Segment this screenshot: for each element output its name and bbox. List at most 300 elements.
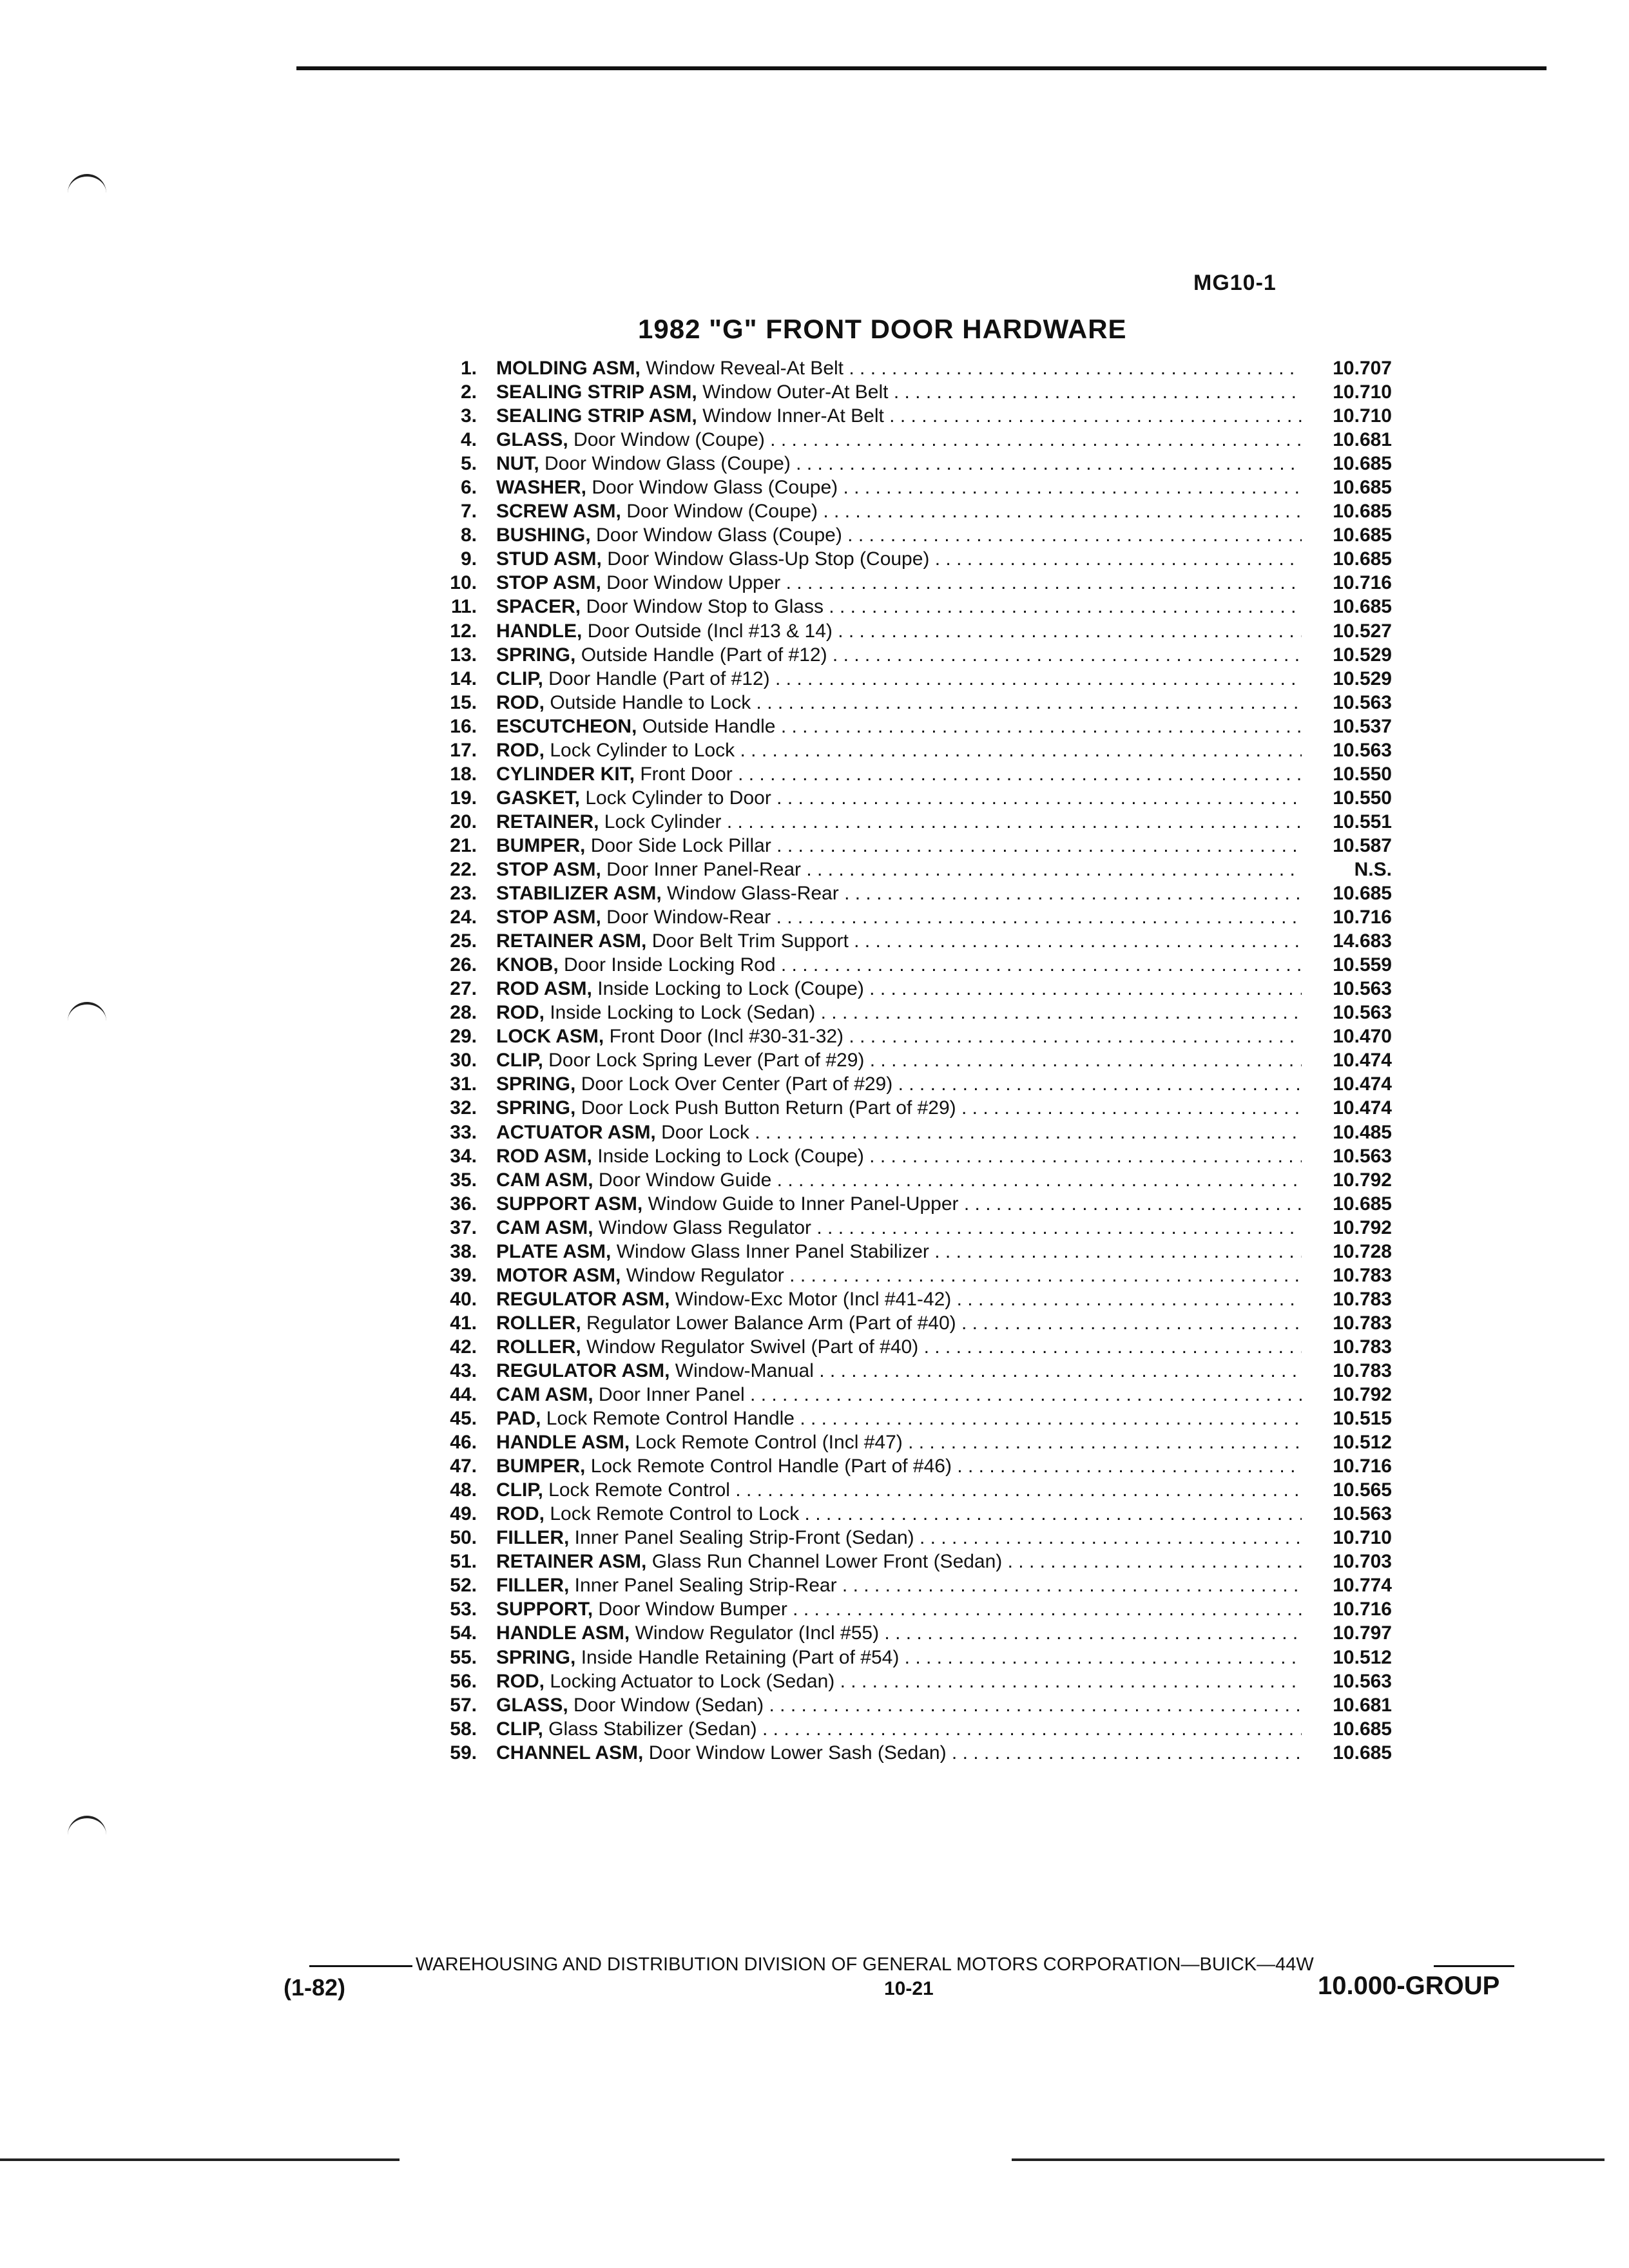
part-detail: Door Lock Push Button Return (Part of #29): [581, 1097, 956, 1119]
part-detail: Lock Remote Control (Incl #47): [635, 1432, 903, 1454]
part-description: [496, 1693, 1327, 1717]
group-number: 10.529: [1302, 643, 1392, 667]
part-name: HANDLE,: [496, 620, 583, 642]
group-number: 10.783: [1302, 1287, 1392, 1311]
group-number: 10.685: [1302, 452, 1392, 476]
part-detail: Inner Panel Sealing Strip-Rear: [574, 1575, 837, 1597]
part-detail: Door Window Glass-Up Stop (Coupe): [607, 548, 930, 570]
part-number: 50.: [450, 1527, 477, 1549]
part-description: [496, 1502, 1327, 1526]
part-name: SUPPORT ASM,: [496, 1193, 643, 1215]
part-row: [400, 1024, 1405, 1048]
part-name: HANDLE ASM,: [496, 1622, 630, 1644]
part-number: 39.: [450, 1264, 477, 1286]
part-detail: Outside Handle to Lock: [550, 691, 751, 713]
part-description: [496, 1383, 1327, 1407]
part-number: 27.: [450, 978, 477, 1000]
part-name: CLIP,: [496, 1718, 543, 1740]
group-number: 10.551: [1302, 810, 1392, 834]
part-detail: Front Door: [640, 763, 733, 785]
group-number: 14.683: [1302, 929, 1392, 953]
group-number: 10.685: [1302, 881, 1392, 905]
part-row: [400, 1072, 1405, 1096]
binder-hole-mark: [68, 1816, 106, 1838]
part-detail: Lock Remote Control to Lock: [550, 1503, 800, 1525]
part-description: [496, 356, 1327, 380]
part-detail: Window-Exc Motor (Incl #41-42): [675, 1288, 952, 1310]
part-row: [400, 619, 1405, 643]
group-number: 10.681: [1302, 1693, 1392, 1717]
part-detail: Door Inside Locking Rod: [564, 954, 776, 976]
part-name: SPACER,: [496, 596, 581, 618]
part-description: [496, 667, 1327, 691]
group-number: 10.716: [1302, 571, 1392, 595]
part-number: 44.: [450, 1384, 477, 1406]
part-description: [496, 1001, 1327, 1024]
part-detail: Window Reveal-At Belt: [646, 358, 844, 379]
part-row: [400, 571, 1405, 595]
part-number: 59.: [450, 1742, 477, 1763]
part-row: [400, 428, 1405, 452]
part-description: [496, 1669, 1327, 1693]
part-name: NUT,: [496, 453, 539, 475]
part-detail: Lock Remote Control Handle (Part of #46): [590, 1456, 952, 1477]
page-title: 1982 "G" FRONT DOOR HARDWARE: [638, 314, 1127, 344]
footer-rule-left: [309, 1965, 412, 1967]
part-number: 31.: [450, 1073, 477, 1095]
group-number: 10.774: [1302, 1573, 1392, 1597]
group-number: 10.515: [1302, 1407, 1392, 1430]
part-detail: Window Inner-At Belt: [702, 405, 884, 427]
part-description: [496, 786, 1327, 810]
group-number: 10.512: [1302, 1646, 1392, 1669]
part-name: ROD,: [496, 1670, 545, 1692]
part-name: CLIP,: [496, 1050, 543, 1072]
part-detail: Outside Handle (Part of #12): [581, 644, 827, 666]
part-description: [496, 547, 1327, 571]
part-description: [496, 715, 1327, 738]
part-row: [400, 1001, 1405, 1024]
part-number: 47.: [450, 1456, 477, 1477]
group-number: 10.550: [1302, 762, 1392, 786]
part-detail: Door Lock Over Center (Part of #29): [581, 1073, 893, 1095]
part-number: 20.: [450, 811, 477, 832]
part-row: [400, 738, 1405, 762]
part-row: [400, 1168, 1405, 1192]
part-description: [496, 428, 1327, 452]
part-detail: Window Regulator: [626, 1264, 784, 1286]
part-row: [400, 762, 1405, 786]
group-number: 10.527: [1302, 619, 1392, 643]
part-name: SUPPORT,: [496, 1599, 593, 1620]
group-number: 10.563: [1302, 691, 1392, 715]
part-row: [400, 1359, 1405, 1383]
part-detail: Glass Run Channel Lower Front (Sedan): [651, 1551, 1003, 1573]
part-name: ROD,: [496, 1503, 545, 1525]
part-description: [496, 404, 1327, 428]
part-name: ROD,: [496, 1002, 545, 1024]
part-name: SEALING STRIP ASM,: [496, 405, 697, 427]
group-number: 10.685: [1302, 1717, 1392, 1741]
part-name: HANDLE ASM,: [496, 1432, 630, 1454]
part-row: [400, 499, 1405, 523]
part-description: [496, 643, 1327, 667]
part-number: 1.: [460, 358, 477, 379]
part-detail: Regulator Lower Balance Arm (Part of #40): [586, 1312, 956, 1334]
part-number: 11.: [450, 596, 477, 618]
part-row: [400, 1502, 1405, 1526]
group-number: 10.710: [1302, 1526, 1392, 1550]
group-number: 10.728: [1302, 1240, 1392, 1264]
group-number: 10.685: [1302, 523, 1392, 547]
part-number: 34.: [450, 1145, 477, 1167]
part-row: [400, 1407, 1405, 1430]
group-number: 10.559: [1302, 953, 1392, 977]
part-detail: Lock Cylinder to Lock: [550, 739, 735, 761]
part-number: 26.: [450, 954, 477, 976]
group-number: 10.716: [1302, 1454, 1392, 1478]
group-number: 10.716: [1302, 1597, 1392, 1621]
part-row: [400, 953, 1405, 977]
part-detail: Door Window (Sedan): [574, 1694, 764, 1716]
part-number: 48.: [450, 1479, 477, 1501]
part-detail: Door Window Lower Sash (Sedan): [648, 1742, 947, 1763]
part-description: [496, 1216, 1327, 1240]
part-row: [400, 881, 1405, 905]
bottom-rule: [1012, 2158, 1605, 2161]
part-name: CLIP,: [496, 668, 543, 689]
part-row: [400, 1096, 1405, 1120]
group-number: 10.710: [1302, 380, 1392, 404]
part-row: [400, 1430, 1405, 1454]
part-description: [496, 738, 1327, 762]
part-number: 23.: [450, 883, 477, 905]
part-row: [400, 1311, 1405, 1335]
part-description: [496, 1335, 1327, 1359]
part-name: ESCUTCHEON,: [496, 715, 637, 737]
part-row: [400, 977, 1405, 1001]
part-detail: Door Window Bumper: [598, 1599, 787, 1620]
part-row: [400, 1216, 1405, 1240]
part-detail: Door Side Lock Pillar: [590, 834, 771, 856]
group-number: 10.470: [1302, 1024, 1392, 1048]
footer-page-number: 10-21: [884, 1978, 934, 1999]
part-row: [400, 547, 1405, 571]
part-description: [496, 1621, 1327, 1645]
part-detail: Outside Handle: [642, 715, 776, 737]
parts-list: [400, 356, 1405, 1765]
part-name: CLIP,: [496, 1479, 543, 1501]
group-number: 10.537: [1302, 715, 1392, 738]
group-number: 10.563: [1302, 738, 1392, 762]
part-row: [400, 1669, 1405, 1693]
part-name: SPRING,: [496, 1097, 576, 1119]
part-number: 3.: [460, 405, 477, 427]
part-description: [496, 476, 1327, 499]
group-number: 10.681: [1302, 428, 1392, 452]
part-name: ROD ASM,: [496, 1145, 592, 1167]
part-row: [400, 1526, 1405, 1550]
part-row: [400, 1192, 1405, 1216]
part-number: 17.: [450, 739, 477, 761]
group-number: 10.797: [1302, 1621, 1392, 1645]
part-description: [496, 1072, 1327, 1096]
part-number: 30.: [450, 1050, 477, 1072]
part-row: [400, 404, 1405, 428]
part-description: [496, 953, 1327, 977]
part-row: [400, 595, 1405, 619]
part-name: CAM ASM,: [496, 1216, 593, 1238]
part-detail: Window Regulator (Incl #55): [635, 1622, 880, 1644]
group-number: 10.685: [1302, 547, 1392, 571]
part-description: [496, 619, 1327, 643]
part-row: [400, 1741, 1405, 1765]
part-row: [400, 1120, 1405, 1144]
bottom-rule: [0, 2158, 400, 2161]
part-row: [400, 858, 1405, 881]
part-detail: Door Window (Coupe): [574, 429, 765, 451]
part-row: [400, 1693, 1405, 1717]
group-number: 10.485: [1302, 1120, 1392, 1144]
part-number: 37.: [450, 1216, 477, 1238]
part-number: 51.: [450, 1551, 477, 1573]
part-number: 55.: [450, 1646, 477, 1668]
part-detail: Inside Handle Retaining (Part of #54): [581, 1646, 900, 1668]
part-detail: Front Door (Incl #30-31-32): [609, 1026, 844, 1048]
part-detail: Window Guide to Inner Panel-Upper: [648, 1193, 959, 1215]
part-number: 58.: [450, 1718, 477, 1740]
part-detail: Window Glass Inner Panel Stabilizer: [616, 1240, 929, 1262]
part-name: FILLER,: [496, 1527, 570, 1549]
part-description: [496, 691, 1327, 715]
part-name: STOP ASM,: [496, 572, 601, 594]
part-row: [400, 1287, 1405, 1311]
part-detail: Window Outer-At Belt: [702, 381, 889, 403]
part-row: [400, 1646, 1405, 1669]
part-name: MOTOR ASM,: [496, 1264, 621, 1286]
group-number: 10.563: [1302, 1144, 1392, 1168]
part-name: ROD,: [496, 691, 545, 713]
page-code: MG10-1: [1193, 271, 1277, 295]
part-detail: Glass Stabilizer (Sedan): [548, 1718, 757, 1740]
part-number: 4.: [460, 429, 477, 451]
part-detail: Inner Panel Sealing Strip-Front (Sedan): [574, 1527, 914, 1549]
group-number: 10.512: [1302, 1430, 1392, 1454]
part-number: 2.: [460, 381, 477, 403]
part-name: WASHER,: [496, 477, 587, 499]
part-number: 54.: [450, 1622, 477, 1644]
part-name: ROLLER,: [496, 1312, 581, 1334]
group-number: 10.783: [1302, 1311, 1392, 1335]
part-description: [496, 1550, 1327, 1573]
part-description: [496, 810, 1327, 834]
part-detail: Door Window Glass (Coupe): [592, 477, 838, 499]
group-number: N.S.: [1302, 858, 1392, 881]
part-description: [496, 595, 1327, 619]
part-row: [400, 356, 1405, 380]
group-number: 10.703: [1302, 1550, 1392, 1573]
group-number: 10.563: [1302, 1502, 1392, 1526]
part-detail: Window Regulator Swivel (Part of #40): [586, 1336, 919, 1358]
part-name: LOCK ASM,: [496, 1026, 604, 1048]
group-number: 10.792: [1302, 1216, 1392, 1240]
part-description: [496, 1192, 1327, 1216]
part-number: 21.: [450, 834, 477, 856]
part-detail: Door Lock: [661, 1121, 749, 1143]
part-row: [400, 905, 1405, 929]
part-detail: Door Inner Panel: [598, 1384, 745, 1406]
part-number: 28.: [450, 1002, 477, 1024]
part-row: [400, 523, 1405, 547]
footer-date: (1-82): [284, 1974, 346, 2001]
part-row: [400, 1383, 1405, 1407]
part-name: REGULATOR ASM,: [496, 1288, 670, 1310]
part-description: [496, 1407, 1327, 1430]
part-description: [496, 1287, 1327, 1311]
part-number: 13.: [450, 644, 477, 666]
part-number: 33.: [450, 1121, 477, 1143]
part-number: 6.: [460, 477, 477, 499]
part-detail: Window Glass-Rear: [667, 883, 839, 905]
part-detail: Inside Locking to Lock (Sedan): [550, 1002, 816, 1024]
part-description: [496, 1526, 1327, 1550]
part-description: [496, 1168, 1327, 1192]
group-number: 10.685: [1302, 476, 1392, 499]
part-description: [496, 523, 1327, 547]
part-name: KNOB,: [496, 954, 559, 976]
part-name: BUMPER,: [496, 1456, 586, 1477]
part-number: 52.: [450, 1575, 477, 1597]
part-detail: Door Window Glass (Coupe): [545, 453, 791, 475]
part-detail: Door Window Guide: [598, 1169, 772, 1191]
part-name: SCREW ASM,: [496, 501, 621, 523]
part-number: 24.: [450, 907, 477, 928]
part-detail: Door Belt Trim Support: [651, 930, 849, 952]
part-number: 15.: [450, 691, 477, 713]
group-number: 10.685: [1302, 595, 1392, 619]
part-description: [496, 929, 1327, 953]
part-description: [496, 858, 1327, 881]
part-name: PAD,: [496, 1408, 541, 1430]
part-number: 43.: [450, 1360, 477, 1381]
part-description: [496, 1264, 1327, 1287]
part-detail: Locking Actuator to Lock (Sedan): [550, 1670, 835, 1692]
part-name: GLASS,: [496, 429, 568, 451]
part-number: 25.: [450, 930, 477, 952]
part-number: 12.: [450, 620, 477, 642]
part-description: [496, 1048, 1327, 1072]
part-name: GLASS,: [496, 1694, 568, 1716]
group-number: 10.792: [1302, 1168, 1392, 1192]
part-description: [496, 1573, 1327, 1597]
part-name: FILLER,: [496, 1575, 570, 1597]
part-name: CHANNEL ASM,: [496, 1742, 644, 1763]
part-row: [400, 1454, 1405, 1478]
part-number: 9.: [460, 548, 477, 570]
part-description: [496, 1240, 1327, 1264]
part-number: 19.: [450, 787, 477, 809]
part-number: 38.: [450, 1240, 477, 1262]
part-name: RETAINER ASM,: [496, 1551, 647, 1573]
part-detail: Lock Cylinder to Door: [585, 787, 771, 809]
group-number: 10.783: [1302, 1359, 1392, 1383]
part-description: [496, 1741, 1327, 1765]
part-detail: Door Window Glass (Coupe): [596, 524, 842, 546]
part-row: [400, 1240, 1405, 1264]
part-number: 35.: [450, 1169, 477, 1191]
part-detail: Door Outside (Incl #13 & 14): [587, 620, 833, 642]
part-name: RETAINER,: [496, 811, 599, 832]
part-name: STOP ASM,: [496, 907, 601, 928]
group-number: 10.685: [1302, 1192, 1392, 1216]
part-name: ROD,: [496, 739, 545, 761]
part-description: [496, 1096, 1327, 1120]
group-number: 10.563: [1302, 1001, 1392, 1024]
part-row: [400, 667, 1405, 691]
binder-hole-mark: [68, 174, 106, 196]
part-row: [400, 1550, 1405, 1573]
part-detail: Lock Remote Control: [548, 1479, 730, 1501]
part-row: [400, 1264, 1405, 1287]
part-detail: Inside Locking to Lock (Coupe): [597, 978, 864, 1000]
part-name: ROD ASM,: [496, 978, 592, 1000]
part-name: BUMPER,: [496, 834, 586, 856]
group-number: 10.529: [1302, 667, 1392, 691]
part-number: 7.: [460, 501, 477, 523]
part-name: BUSHING,: [496, 524, 591, 546]
part-description: [496, 977, 1327, 1001]
part-detail: Window-Manual: [675, 1360, 814, 1381]
part-number: 8.: [460, 524, 477, 546]
part-description: [496, 452, 1327, 476]
group-number: 10.716: [1302, 905, 1392, 929]
part-name: ACTUATOR ASM,: [496, 1121, 656, 1143]
part-row: [400, 1621, 1405, 1645]
part-name: SPRING,: [496, 1646, 576, 1668]
part-name: STUD ASM,: [496, 548, 602, 570]
group-number: 10.685: [1302, 499, 1392, 523]
part-name: GASKET,: [496, 787, 581, 809]
part-name: CYLINDER KIT,: [496, 763, 635, 785]
part-detail: Door Window Stop to Glass: [586, 596, 824, 618]
part-row: [400, 834, 1405, 858]
part-description: [496, 1646, 1327, 1669]
part-detail: Door Handle (Part of #12): [548, 668, 770, 689]
group-number: 10.685: [1302, 1741, 1392, 1765]
part-row: [400, 1597, 1405, 1621]
footer-group: 10.000-GROUP: [1318, 1972, 1500, 2000]
group-number: 10.474: [1302, 1096, 1392, 1120]
part-number: 5.: [460, 453, 477, 475]
part-row: [400, 1573, 1405, 1597]
binder-hole-mark: [68, 1002, 106, 1024]
footer-rule-right: [1434, 1965, 1514, 1967]
part-number: 53.: [450, 1599, 477, 1620]
part-name: CAM ASM,: [496, 1169, 593, 1191]
part-number: 16.: [450, 715, 477, 737]
part-name: RETAINER ASM,: [496, 930, 647, 952]
part-number: 14.: [450, 668, 477, 689]
part-name: SPRING,: [496, 1073, 576, 1095]
part-row: [400, 476, 1405, 499]
part-row: [400, 1478, 1405, 1502]
part-row: [400, 380, 1405, 404]
part-number: 57.: [450, 1694, 477, 1716]
part-row: [400, 786, 1405, 810]
group-number: 10.550: [1302, 786, 1392, 810]
part-name: SPRING,: [496, 644, 576, 666]
part-description: [496, 499, 1327, 523]
